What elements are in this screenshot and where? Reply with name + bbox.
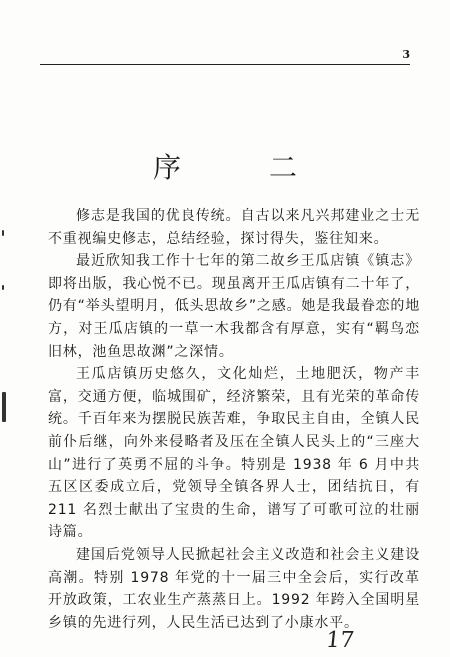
handwritten-page-number: 17 (324, 628, 356, 653)
body-text (48, 205, 420, 634)
scan-edge-mark (2, 230, 4, 236)
paragraph: 最近欣知我工作十七年的第二故乡王瓜店镇《镇志》即将出版，我心悦不已。现虽离开王瓜店镇有二十年了，仍有“举头望明月，低头思故乡”之感。她是我最眷恋的地方，对王瓜店镇的一草一木我都含有厚意，实有“羁鸟恋旧林，池鱼思故渊”之深情。 (48, 253, 420, 360)
section-title: 序 二 (152, 151, 327, 184)
paragraph: 建国后党领导人民掀起社会主义改造和社会主义建设高潮。特别 1978 年党的十一届三中全会后，实行改革开放政策，工农业生产蒸蒸日上。1992 年跨入全国明星乡镇的先进行列，人民生活已达到了小康水平。 (48, 546, 420, 631)
page-number: 3 (402, 48, 410, 61)
paragraph: 修志是我国的优良传统。自古以来凡兴邦建业之士无不重视编史修志，总结经验，探讨得失，鉴往知来。 (48, 208, 420, 247)
scan-edge-mark (2, 392, 6, 422)
scan-edge-mark (2, 285, 4, 290)
header-rule (40, 64, 410, 65)
paragraph: 王瓜店镇历史悠久，文化灿烂，土地肥沃，物产丰富，交通方便，临城围矿，经济繁荣，且有光荣的革命传统。千百年来为摆脱民族苦难，争取民主自由，全镇人民前仆后继，向外来侵略者及压在全镇人民头上的“三座大山”进行了英勇不屈的斗争。特别是 1938 年 6 月中共五区区委成立后，党领导全镇各界人士，团结抗日，有 211 名烈士献出了宝贵的生命，谱写了可歌可泣的壮丽诗篇。 (48, 366, 420, 541)
